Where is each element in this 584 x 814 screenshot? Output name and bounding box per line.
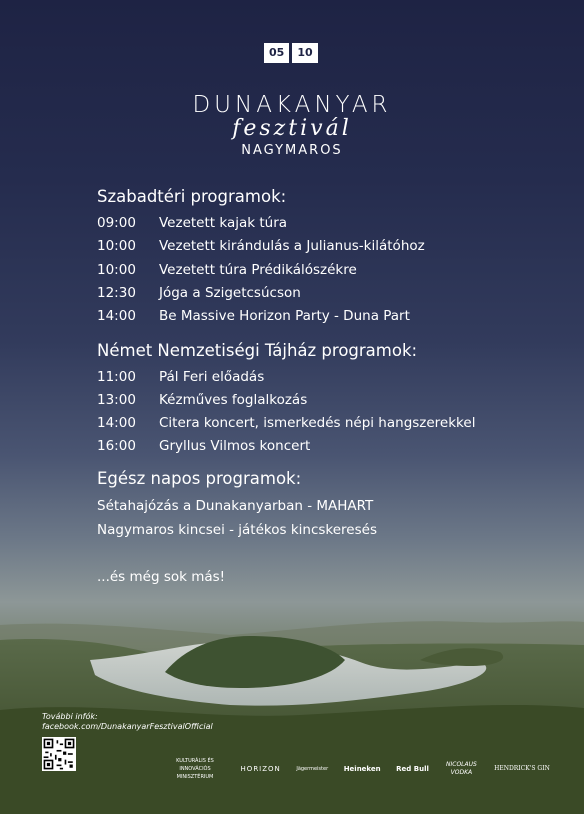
info-block bbox=[42, 712, 213, 732]
sponsor-horizon-logo: HORIZON bbox=[240, 765, 281, 773]
festival-logo-town: NAGYMAROS bbox=[241, 143, 343, 158]
program-name: Pál Feri előadás bbox=[159, 369, 265, 385]
program-name: Vezetett kajak túra bbox=[159, 215, 288, 231]
program-name: Kézműves foglalkozás bbox=[159, 392, 308, 408]
program-name: Vezetett túra Prédikálószékre bbox=[159, 262, 357, 278]
program-row bbox=[97, 369, 264, 385]
festival-logo-subtitle: fesztivál bbox=[232, 116, 352, 141]
sponsor-hendricks-logo: HENDRICK'S GIN bbox=[494, 765, 550, 772]
program-line: Sétahajózás a Dunakanyarban - MAHART bbox=[97, 498, 374, 514]
sponsor-logos bbox=[165, 757, 550, 781]
program-time: 13:00 bbox=[97, 392, 136, 408]
event-date bbox=[264, 43, 318, 63]
sponsor-heineken-logo: Heineken bbox=[343, 765, 381, 773]
program-name: Vezetett kirándulás a Julianus-kilátóhoz bbox=[159, 238, 425, 254]
program-name: Citera koncert, ismerkedés népi hangszerekkel bbox=[159, 415, 476, 431]
program-name: Jóga a Szigetcsúcson bbox=[159, 285, 301, 301]
more-text: ...és még sok más! bbox=[97, 569, 226, 585]
program-name: Be Massive Horizon Party - Duna Part bbox=[159, 308, 410, 324]
program-row bbox=[97, 392, 307, 408]
program-name: Gryllus Vilmos koncert bbox=[159, 438, 311, 454]
program-time: 14:00 bbox=[97, 415, 136, 431]
program-time: 12:30 bbox=[97, 285, 136, 301]
date-month: 05 bbox=[264, 43, 289, 63]
info-link[interactable]: facebook.com/DunakanyarFesztivalOfficial bbox=[42, 722, 213, 731]
program-row bbox=[97, 308, 410, 324]
program-time: 10:00 bbox=[97, 238, 136, 254]
festival-logo-title: DUNAKANYAR bbox=[192, 92, 392, 118]
program-row bbox=[97, 285, 301, 301]
program-time: 16:00 bbox=[97, 438, 136, 454]
sponsor-nicolaus-logo: NICOLAUS VODKA bbox=[446, 761, 477, 776]
info-label: További infók: bbox=[42, 712, 98, 721]
program-time: 09:00 bbox=[97, 215, 136, 231]
program-time: 14:00 bbox=[97, 308, 136, 324]
sponsor-redbull-logo: Red Bull bbox=[396, 765, 429, 773]
landscape-image bbox=[0, 600, 584, 814]
sponsor-jagermeister-logo: Jägermeister bbox=[296, 766, 329, 772]
program-time: 11:00 bbox=[97, 369, 136, 385]
program-row bbox=[97, 415, 475, 431]
program-row bbox=[97, 262, 357, 278]
program-row bbox=[97, 215, 287, 231]
section-title-tajhaz: Német Nemzetiségi Tájház programok: bbox=[97, 341, 418, 360]
section-title-outdoor: Szabadtéri programok: bbox=[97, 187, 287, 206]
program-row bbox=[97, 238, 425, 254]
program-row bbox=[97, 438, 310, 454]
date-day: 10 bbox=[292, 43, 317, 63]
section-title-allday: Egész napos programok: bbox=[97, 469, 302, 488]
qr-code[interactable] bbox=[42, 737, 76, 771]
program-time: 10:00 bbox=[97, 262, 136, 278]
sponsor-ministry-logo: KULTURÁLIS ÉS INNOVÁCIÓS MINISZTÉRIUM bbox=[176, 758, 214, 780]
program-line: Nagymaros kincsei - játékos kincskeresés bbox=[97, 522, 377, 538]
